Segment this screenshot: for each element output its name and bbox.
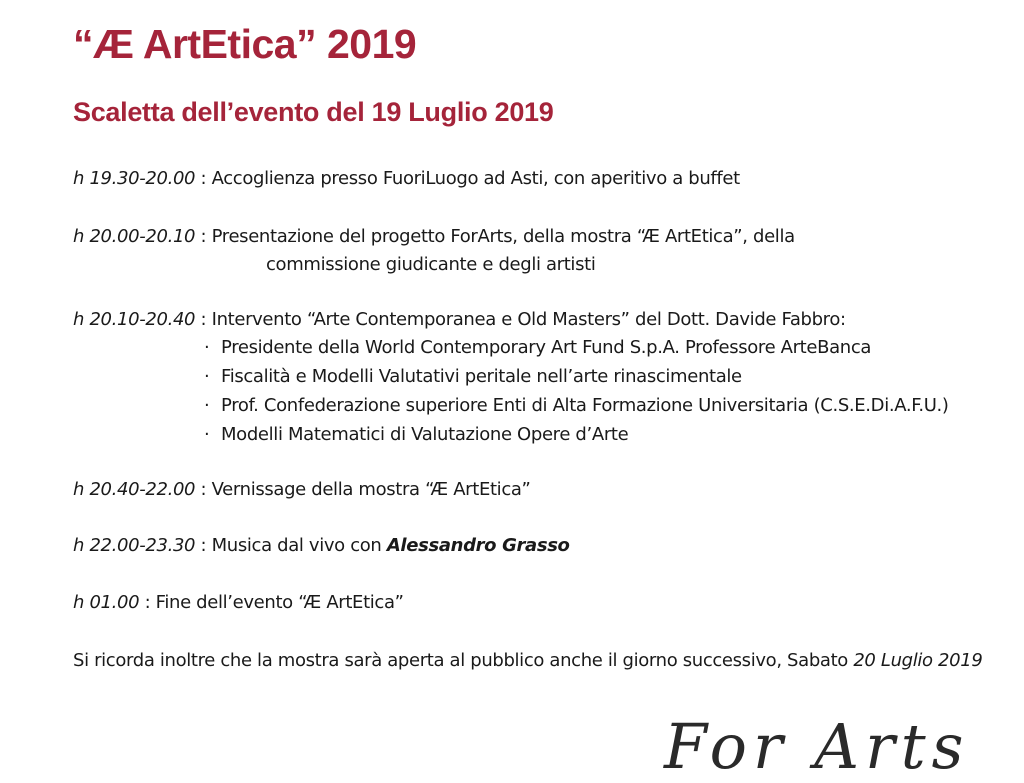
page-title: “Æ ArtEtica” 2019 bbox=[73, 21, 417, 67]
schedule-time: 22.00-23.30 bbox=[89, 535, 196, 556]
hour-prefix: h bbox=[73, 226, 90, 247]
hour-prefix: h bbox=[73, 479, 90, 500]
schedule-time: 20.00-20.10 bbox=[89, 226, 196, 247]
schedule-item bbox=[73, 167, 740, 191]
note-date: 20 Luglio 2019 bbox=[853, 650, 983, 671]
bullet-icon: · bbox=[204, 337, 210, 358]
schedule-time: 01.00 bbox=[89, 592, 140, 613]
schedule-text: : Fine dell’evento “Æ ArtEtica” bbox=[139, 592, 404, 613]
schedule-time: 19.30-20.00 bbox=[89, 168, 196, 189]
bullet-icon: · bbox=[204, 424, 210, 445]
schedule-item bbox=[73, 478, 531, 502]
schedule-time: 20.10-20.40 bbox=[89, 309, 196, 330]
schedule-item bbox=[73, 225, 795, 249]
bullet-text: Presidente della World Contemporary Art Fund S.p.A. Professore ArteBanca bbox=[221, 337, 872, 358]
schedule-continuation: commissione giudicante e degli artisti bbox=[266, 254, 596, 275]
bullet-item bbox=[204, 423, 628, 447]
schedule-item bbox=[73, 591, 404, 615]
bullet-icon: · bbox=[204, 395, 210, 416]
schedule-item bbox=[73, 308, 846, 332]
schedule-text: : Presentazione del progetto ForArts, della mostra “Æ ArtEtica”, della bbox=[195, 226, 795, 247]
schedule-time: 20.40-22.00 bbox=[89, 479, 196, 500]
schedule-text: : Vernissage della mostra “Æ ArtEtica” bbox=[195, 479, 531, 500]
schedule-item bbox=[73, 534, 570, 558]
schedule-text: : Intervento “Arte Contemporanea e Old Masters” del Dott. Davide Fabbro: bbox=[195, 309, 846, 330]
hour-prefix: h bbox=[73, 592, 90, 613]
bullet-item bbox=[204, 336, 871, 360]
bullet-icon: · bbox=[204, 366, 210, 387]
hour-prefix: h bbox=[73, 168, 90, 189]
closing-note bbox=[73, 649, 982, 673]
schedule-text: : Musica dal vivo con bbox=[195, 535, 387, 556]
page-subtitle: Scaletta dell’evento del 19 Luglio 2019 bbox=[73, 97, 554, 127]
performer-name: Alessandro Grasso bbox=[386, 535, 570, 556]
bullet-item bbox=[204, 365, 742, 389]
note-text: Si ricorda inoltre che la mostra sarà aperta al pubblico anche il giorno successivo, Sabato bbox=[73, 650, 854, 671]
hour-prefix: h bbox=[73, 535, 90, 556]
bullet-text: Prof. Confederazione superiore Enti di Alta Formazione Universitaria (C.S.E.Di.A.F.U.) bbox=[221, 395, 949, 416]
hour-prefix: h bbox=[73, 309, 90, 330]
bullet-item bbox=[204, 394, 949, 418]
schedule-text: : Accoglienza presso FuoriLuogo ad Asti, con aperitivo a buffet bbox=[195, 168, 740, 189]
bullet-text: Modelli Matematici di Valutazione Opere d’Arte bbox=[221, 424, 629, 445]
bullet-text: Fiscalità e Modelli Valutativi peritale nell’arte rinascimentale bbox=[221, 366, 742, 387]
forarts-logo: For Arts bbox=[664, 710, 970, 783]
